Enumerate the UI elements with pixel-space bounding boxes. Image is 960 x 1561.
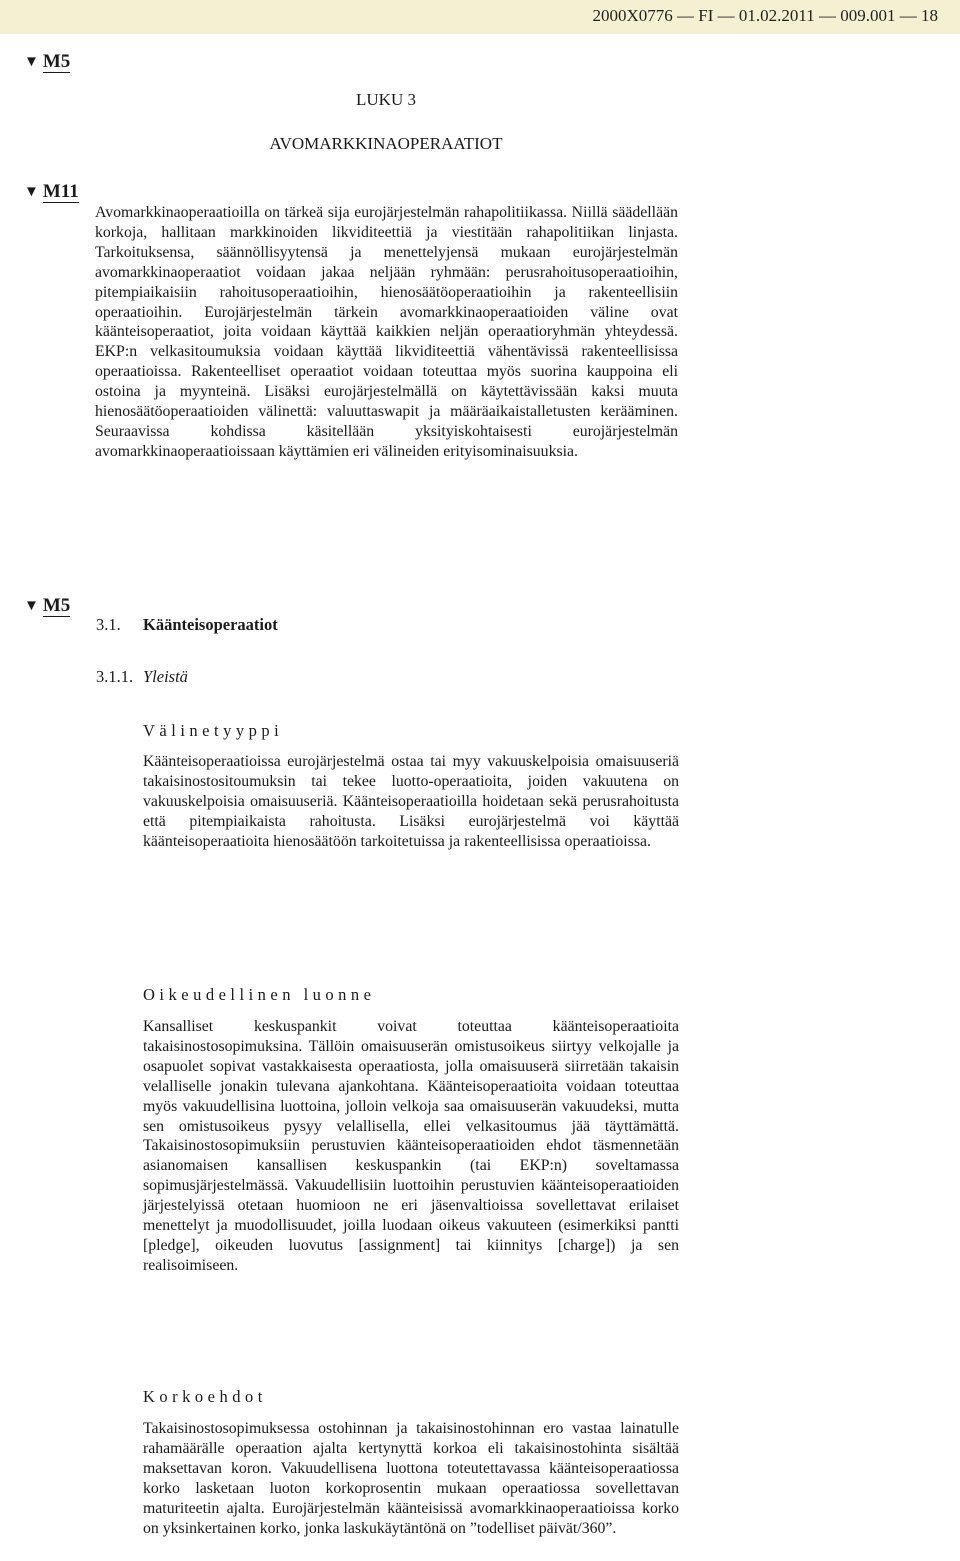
amendment-marker-m11	[24, 182, 79, 203]
block-text-instrument-type: Käänteisoperaatioissa eurojärjestelmä ostaa tai myy vakuuskelpoisia omaisuuseriä takaisinostositoumuksin tai tekee luotto-operaatioita, joiden vakuutena on vakuuskelpoisia omaisuuseriä. Käänteisoperaatioilla hoidetaan sekä perusrahoitusta että pitempiaikaista rahoitusta. Lisäksi eurojärjestelmä voi käyttää käänteisoperaatioita hienosäätöön tarkoitetuissa ja rakenteellisissa operaatioissa.	[143, 753, 679, 850]
page-header	[0, 0, 960, 34]
chapter-title: AVOMARKKINAOPERAATIOT	[269, 134, 503, 153]
block-text-interest-terms: Takaisinostosopimuksessa ostohinnan ja takaisinostohinnan ero vastaa lainatulle rahamäärälle operaation ajalta kertynyttä korkoa eli takaisinostohinta sisältää maksettavan koron. Vakuudellisena luottona toteutettavassa käänteisoperaatiossa korko lasketaan luoton korkoprosentin mukaan operaatiossa sovellettavan maturiteetin ajalta. Eurojärjestelmän käänteisissä avomarkkinaoperaatioissa korko on yksinkertainen korko, jonka laskukäytäntönä on ”todelliset päivät/360”.	[143, 1420, 679, 1537]
marker-label: M5	[42, 51, 71, 72]
section-title: Käänteisoperaatiot	[143, 615, 278, 634]
subsection-number: 3.1.1.	[96, 667, 134, 686]
triangle-down-icon: ▼	[24, 54, 39, 70]
amendment-marker-m5-section	[24, 596, 70, 617]
marker-label: M11	[42, 181, 79, 202]
intro-paragraph: Avomarkkinaoperaatioilla on tärkeä sija eurojärjestelmän rahapolitiikassa. Niillä säädellään korkoja, hallitaan markkinoiden likviditeettiä ja viestitään rahapolitiikan linjasta. Tarkoituksensa, säännöllisyytensä ja menettelyjensä mukaan eurojärjestelmän avomarkkinaoperaatiot voidaan jakaa neljään ryhmään: perusrahoitusoperaatioihin, pitempiaikaisiin rahoitusoperaatioihin, hienosäätöoperaatioihin ja rakenteellisiin operaatioihin. Eurojärjestelmän tärkein avomarkkinaoperaatioiden väline ovat käänteisoperaatiot, joita voidaan käyttää kaikkien neljän operaatioryhmän yhteydessä. EKP:n velkasitoumuksia voidaan käyttää likviditeettiä vähentävissä rakenteellisissa operaatioissa. Rakenteelliset operaatiot voidaan toteuttaa myös suorina kauppoina eli ostoina ja myynteinä. Lisäksi eurojärjestelmällä on käytettävissään kaksi muuta hienosäätöoperaatioiden välinettä: valuuttaswapit ja määräaikaistalletusten kerääminen. Seuraavissa kohdissa käsitellään yksityiskohtaisesti eurojärjestelmän avomarkkinaoperaatioissaan käyttämien eri välineiden erityisominaisuuksia.	[95, 204, 678, 460]
triangle-down-icon: ▼	[24, 598, 39, 614]
subsection-title: Yleistä	[143, 667, 188, 686]
chapter-label: LUKU 3	[356, 90, 416, 109]
triangle-down-icon: ▼	[24, 184, 39, 200]
block-heading-legal-nature: Oikeudellinen luonne	[143, 985, 376, 1004]
block-heading-interest-terms: Korkoehdot	[143, 1387, 267, 1406]
block-heading-instrument-type: Välinetyyppi	[143, 721, 284, 740]
marker-label: M5	[42, 595, 71, 616]
block-text-legal-nature: Kansalliset keskuspankit voivat toteuttaa käänteisoperaatioita takaisinostosopimuksina. Tällöin omaisuuserän omistusoikeus siirtyy velkojalle ja osapuolet sopivat vastakkaisesta operaatiosta, jolla omaisuuserä siirretään takaisin velalliselle jonakin tulevana ajankohtana. Käänteisoperaatioita voidaan toteuttaa myös vakuudellisina luottoina, jolloin velkoja saa omaisuuserän vakuudeksi, mutta sen omistusoikeus pysyy velallisella, ellei velkasitoumus jää täyttämättä. Takaisinostosopimuksiin perustuvien käänteisoperaatioiden ehdot täsmennetään asianomaisen kansallisen keskuspankin (tai EKP:n) soveltamassa sopimusjärjestelmässä. Vakuudellisiin luottoihin perustuvien käänteisoperaatioiden järjestelyissä otetaan huomioon ne eri jäsenvaltioissa sovellettavat erilaiset menettelyt ja muodollisuudet, joilla luodaan oikeus vakuuteen (esimerkiksi pantti [pledge], oikeuden luovutus [assignment] tai kiinnitys [charge]) ja sen realisoimiseen.	[143, 1018, 679, 1274]
document-reference: 2000X0776 — FI — 01.02.2011 — 009.001 — 18	[592, 6, 938, 25]
section-number: 3.1.	[96, 615, 121, 634]
amendment-marker-m5	[24, 52, 70, 73]
